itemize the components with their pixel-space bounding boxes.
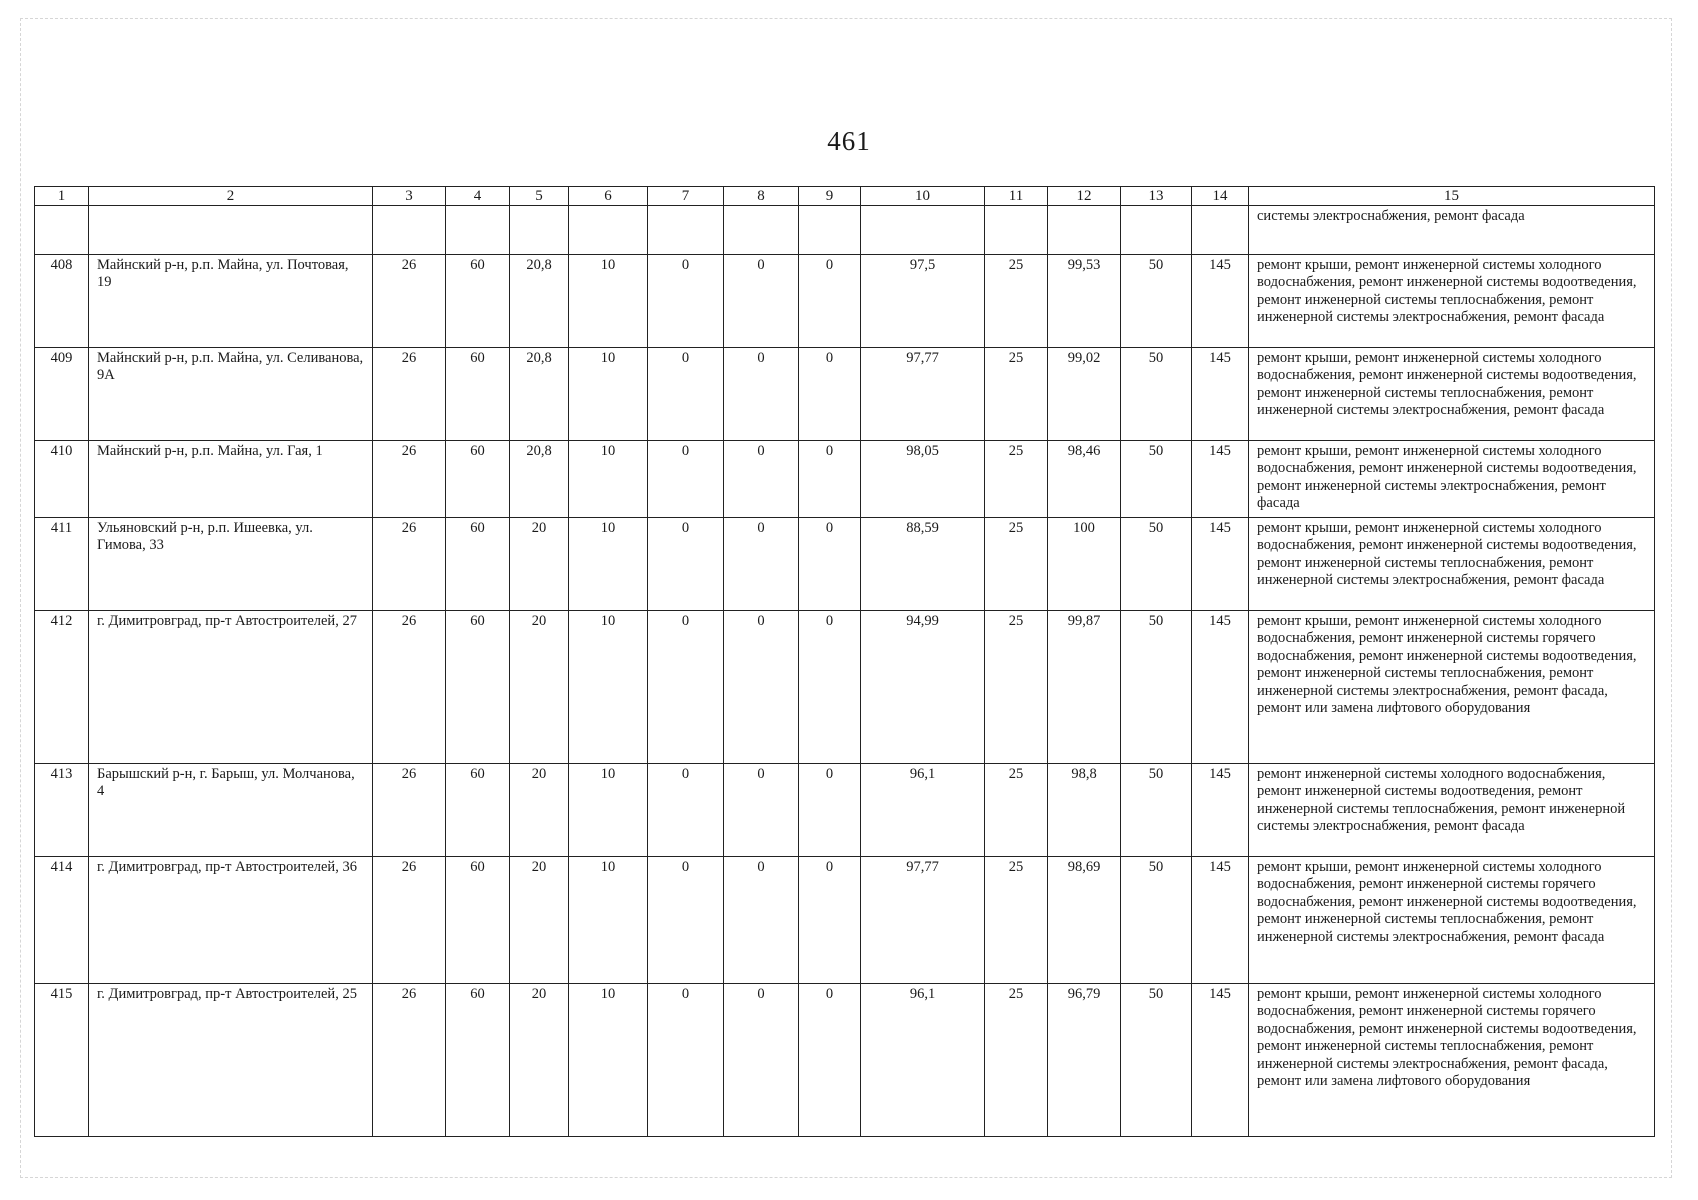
- works-cell: ремонт крыши, ремонт инженерной системы холодного водоснабжения, ремонт инженерной системы водоотведения, ремонт инженерной системы электроснабжения, ремонт фасада: [1249, 441, 1655, 518]
- works-cell: ремонт инженерной системы холодного водоснабжения, ремонт инженерной системы водоотведения, ремонт инженерной системы теплоснабжения, ремонт инженерной системы электроснабжения, ремонт фасада: [1249, 764, 1655, 857]
- address-cell: Барышский р-н, г. Барыш, ул. Молчанова, 4: [89, 764, 373, 857]
- value-cell-c10: 97,5: [861, 255, 985, 348]
- value-cell-c9: 0: [799, 857, 861, 984]
- column-header: 4: [446, 187, 510, 206]
- value-cell-c7: 0: [648, 764, 724, 857]
- value-cell-c6: 10: [569, 984, 648, 1137]
- value-cell-c10: 96,1: [861, 764, 985, 857]
- value-cell-c8: 0: [724, 441, 799, 518]
- value-cell-c4: 60: [446, 518, 510, 611]
- value-cell-c9: 0: [799, 764, 861, 857]
- value-cell-c11: 25: [985, 348, 1048, 441]
- value-cell-c13: 50: [1121, 518, 1192, 611]
- value-cell-c4: 60: [446, 441, 510, 518]
- table-row: [35, 441, 1655, 518]
- value-cell-c12: 96,79: [1048, 984, 1121, 1137]
- row-number-cell: 409: [35, 348, 89, 441]
- value-cell-c12: 100: [1048, 518, 1121, 611]
- column-header: 11: [985, 187, 1048, 206]
- value-cell-c13: 50: [1121, 255, 1192, 348]
- value-cell-c8: 0: [724, 984, 799, 1137]
- works-cell: ремонт крыши, ремонт инженерной системы холодного водоснабжения, ремонт инженерной системы горячего водоснабжения, ремонт инженерной системы водоотведения, ремонт инженерной системы теплоснабжения, ремонт инженерной системы электроснабжения, ремонт фасада, ремонт или замена лифтового оборудования: [1249, 611, 1655, 764]
- value-cell-c11: 25: [985, 764, 1048, 857]
- column-header: 13: [1121, 187, 1192, 206]
- value-cell-c5: 20,8: [510, 441, 569, 518]
- value-cell-c11: 25: [985, 518, 1048, 611]
- value-cell-c12: 98,8: [1048, 764, 1121, 857]
- works-cell: ремонт крыши, ремонт инженерной системы холодного водоснабжения, ремонт инженерной системы горячего водоснабжения, ремонт инженерной системы водоотведения, ремонт инженерной системы теплоснабжения, ремонт инженерной системы электроснабжения, ремонт фасада: [1249, 857, 1655, 984]
- value-cell-c14: 145: [1192, 764, 1249, 857]
- value-cell-c11: 25: [985, 255, 1048, 348]
- value-cell-c6: 10: [569, 764, 648, 857]
- value-cell-c5: 20: [510, 984, 569, 1137]
- column-header: 12: [1048, 187, 1121, 206]
- column-header: 6: [569, 187, 648, 206]
- value-cell-c4: 60: [446, 984, 510, 1137]
- row-number-cell: 414: [35, 857, 89, 984]
- value-cell-c4: 60: [446, 611, 510, 764]
- value-cell-c10: 97,77: [861, 348, 985, 441]
- value-cell-c3: 26: [373, 441, 446, 518]
- continuation-works-cell: системы электроснабжения, ремонт фасада: [1249, 206, 1655, 255]
- row-number-cell: 415: [35, 984, 89, 1137]
- column-header: 15: [1249, 187, 1655, 206]
- value-cell-c8: 0: [724, 255, 799, 348]
- value-cell-c7: 0: [648, 518, 724, 611]
- row-number-cell: 413: [35, 764, 89, 857]
- value-cell-c6: 10: [569, 611, 648, 764]
- address-cell: г. Димитровград, пр-т Автостроителей, 36: [89, 857, 373, 984]
- value-cell-c6: 10: [569, 348, 648, 441]
- column-header: 5: [510, 187, 569, 206]
- value-cell-c13: 50: [1121, 611, 1192, 764]
- register-table: [34, 186, 1655, 1137]
- table-row: [35, 255, 1655, 348]
- row-number-cell: 411: [35, 518, 89, 611]
- address-cell: Ульяновский р-н, р.п. Ишеевка, ул. Гимова, 33: [89, 518, 373, 611]
- value-cell-c12: 99,87: [1048, 611, 1121, 764]
- value-cell-c9: 0: [799, 441, 861, 518]
- column-header: 8: [724, 187, 799, 206]
- value-cell-c12: 98,69: [1048, 857, 1121, 984]
- table-row: [35, 518, 1655, 611]
- value-cell-c8: 0: [724, 348, 799, 441]
- value-cell-c14: 145: [1192, 984, 1249, 1137]
- value-cell-c12: 99,53: [1048, 255, 1121, 348]
- address-cell: Майнский р-н, р.п. Майна, ул. Гая, 1: [89, 441, 373, 518]
- value-cell-c7: 0: [648, 611, 724, 764]
- value-cell-c3: 26: [373, 764, 446, 857]
- works-cell: ремонт крыши, ремонт инженерной системы холодного водоснабжения, ремонт инженерной системы водоотведения, ремонт инженерной системы теплоснабжения, ремонт инженерной системы электроснабжения, ремонт фасада: [1249, 518, 1655, 611]
- value-cell-c7: 0: [648, 984, 724, 1137]
- value-cell-c14: 145: [1192, 441, 1249, 518]
- column-header: 2: [89, 187, 373, 206]
- value-cell-c4: 60: [446, 255, 510, 348]
- value-cell-c11: 25: [985, 857, 1048, 984]
- value-cell-c5: 20,8: [510, 255, 569, 348]
- value-cell-c6: 10: [569, 255, 648, 348]
- value-cell-c8: 0: [724, 857, 799, 984]
- value-cell-c14: 145: [1192, 255, 1249, 348]
- value-cell-c10: 88,59: [861, 518, 985, 611]
- value-cell-c4: 60: [446, 857, 510, 984]
- value-cell-c14: 145: [1192, 857, 1249, 984]
- value-cell-c11: 25: [985, 611, 1048, 764]
- value-cell-c5: 20: [510, 611, 569, 764]
- value-cell-c9: 0: [799, 348, 861, 441]
- value-cell-c8: 0: [724, 611, 799, 764]
- table-row: [35, 348, 1655, 441]
- value-cell-c9: 0: [799, 984, 861, 1137]
- address-cell: г. Димитровград, пр-т Автостроителей, 25: [89, 984, 373, 1137]
- page-number: 461: [827, 126, 871, 156]
- table-row: [35, 984, 1655, 1137]
- column-header: 7: [648, 187, 724, 206]
- value-cell-c12: 99,02: [1048, 348, 1121, 441]
- value-cell-c9: 0: [799, 255, 861, 348]
- value-cell-c7: 0: [648, 348, 724, 441]
- address-cell: Майнский р-н, р.п. Майна, ул. Почтовая, 19: [89, 255, 373, 348]
- column-header: 9: [799, 187, 861, 206]
- column-header: 1: [35, 187, 89, 206]
- works-cell: ремонт крыши, ремонт инженерной системы холодного водоснабжения, ремонт инженерной системы водоотведения, ремонт инженерной системы теплоснабжения, ремонт инженерной системы электроснабжения, ремонт фасада: [1249, 255, 1655, 348]
- value-cell-c6: 10: [569, 857, 648, 984]
- works-cell: ремонт крыши, ремонт инженерной системы холодного водоснабжения, ремонт инженерной системы водоотведения, ремонт инженерной системы теплоснабжения, ремонт инженерной системы электроснабжения, ремонт фасада: [1249, 348, 1655, 441]
- value-cell-c5: 20: [510, 518, 569, 611]
- value-cell-c14: 145: [1192, 518, 1249, 611]
- value-cell-c3: 26: [373, 857, 446, 984]
- row-number-cell: 408: [35, 255, 89, 348]
- value-cell-c10: 97,77: [861, 857, 985, 984]
- value-cell-c10: 96,1: [861, 984, 985, 1137]
- column-header: 14: [1192, 187, 1249, 206]
- column-header: 3: [373, 187, 446, 206]
- table-row: [35, 857, 1655, 984]
- value-cell-c5: 20,8: [510, 348, 569, 441]
- value-cell-c14: 145: [1192, 348, 1249, 441]
- value-cell-c3: 26: [373, 348, 446, 441]
- value-cell-c13: 50: [1121, 764, 1192, 857]
- value-cell-c11: 25: [985, 441, 1048, 518]
- value-cell-c3: 26: [373, 611, 446, 764]
- table-row: [35, 611, 1655, 764]
- value-cell-c10: 94,99: [861, 611, 985, 764]
- row-number-cell: 410: [35, 441, 89, 518]
- value-cell-c11: 25: [985, 984, 1048, 1137]
- value-cell-c4: 60: [446, 764, 510, 857]
- value-cell-c13: 50: [1121, 348, 1192, 441]
- value-cell-c7: 0: [648, 857, 724, 984]
- value-cell-c7: 0: [648, 255, 724, 348]
- works-cell: ремонт крыши, ремонт инженерной системы холодного водоснабжения, ремонт инженерной системы горячего водоснабжения, ремонт инженерной системы водоотведения, ремонт инженерной системы теплоснабжения, ремонт инженерной системы электроснабжения, ремонт фасада, ремонт или замена лифтового оборудования: [1249, 984, 1655, 1137]
- address-cell: Майнский р-н, р.п. Майна, ул. Селиванова, 9А: [89, 348, 373, 441]
- value-cell-c6: 10: [569, 518, 648, 611]
- value-cell-c5: 20: [510, 764, 569, 857]
- value-cell-c8: 0: [724, 764, 799, 857]
- value-cell-c4: 60: [446, 348, 510, 441]
- table-row: [35, 764, 1655, 857]
- value-cell-c3: 26: [373, 984, 446, 1137]
- value-cell-c6: 10: [569, 441, 648, 518]
- address-cell: г. Димитровград, пр-т Автостроителей, 27: [89, 611, 373, 764]
- row-number-cell: 412: [35, 611, 89, 764]
- value-cell-c14: 145: [1192, 611, 1249, 764]
- value-cell-c12: 98,46: [1048, 441, 1121, 518]
- value-cell-c13: 50: [1121, 857, 1192, 984]
- value-cell-c3: 26: [373, 518, 446, 611]
- value-cell-c7: 0: [648, 441, 724, 518]
- value-cell-c8: 0: [724, 518, 799, 611]
- value-cell-c9: 0: [799, 611, 861, 764]
- value-cell-c13: 50: [1121, 984, 1192, 1137]
- column-number-row: [35, 187, 1655, 206]
- value-cell-c5: 20: [510, 857, 569, 984]
- column-header: 10: [861, 187, 985, 206]
- value-cell-c13: 50: [1121, 441, 1192, 518]
- value-cell-c10: 98,05: [861, 441, 985, 518]
- continuation-row: [35, 206, 1655, 255]
- value-cell-c9: 0: [799, 518, 861, 611]
- value-cell-c3: 26: [373, 255, 446, 348]
